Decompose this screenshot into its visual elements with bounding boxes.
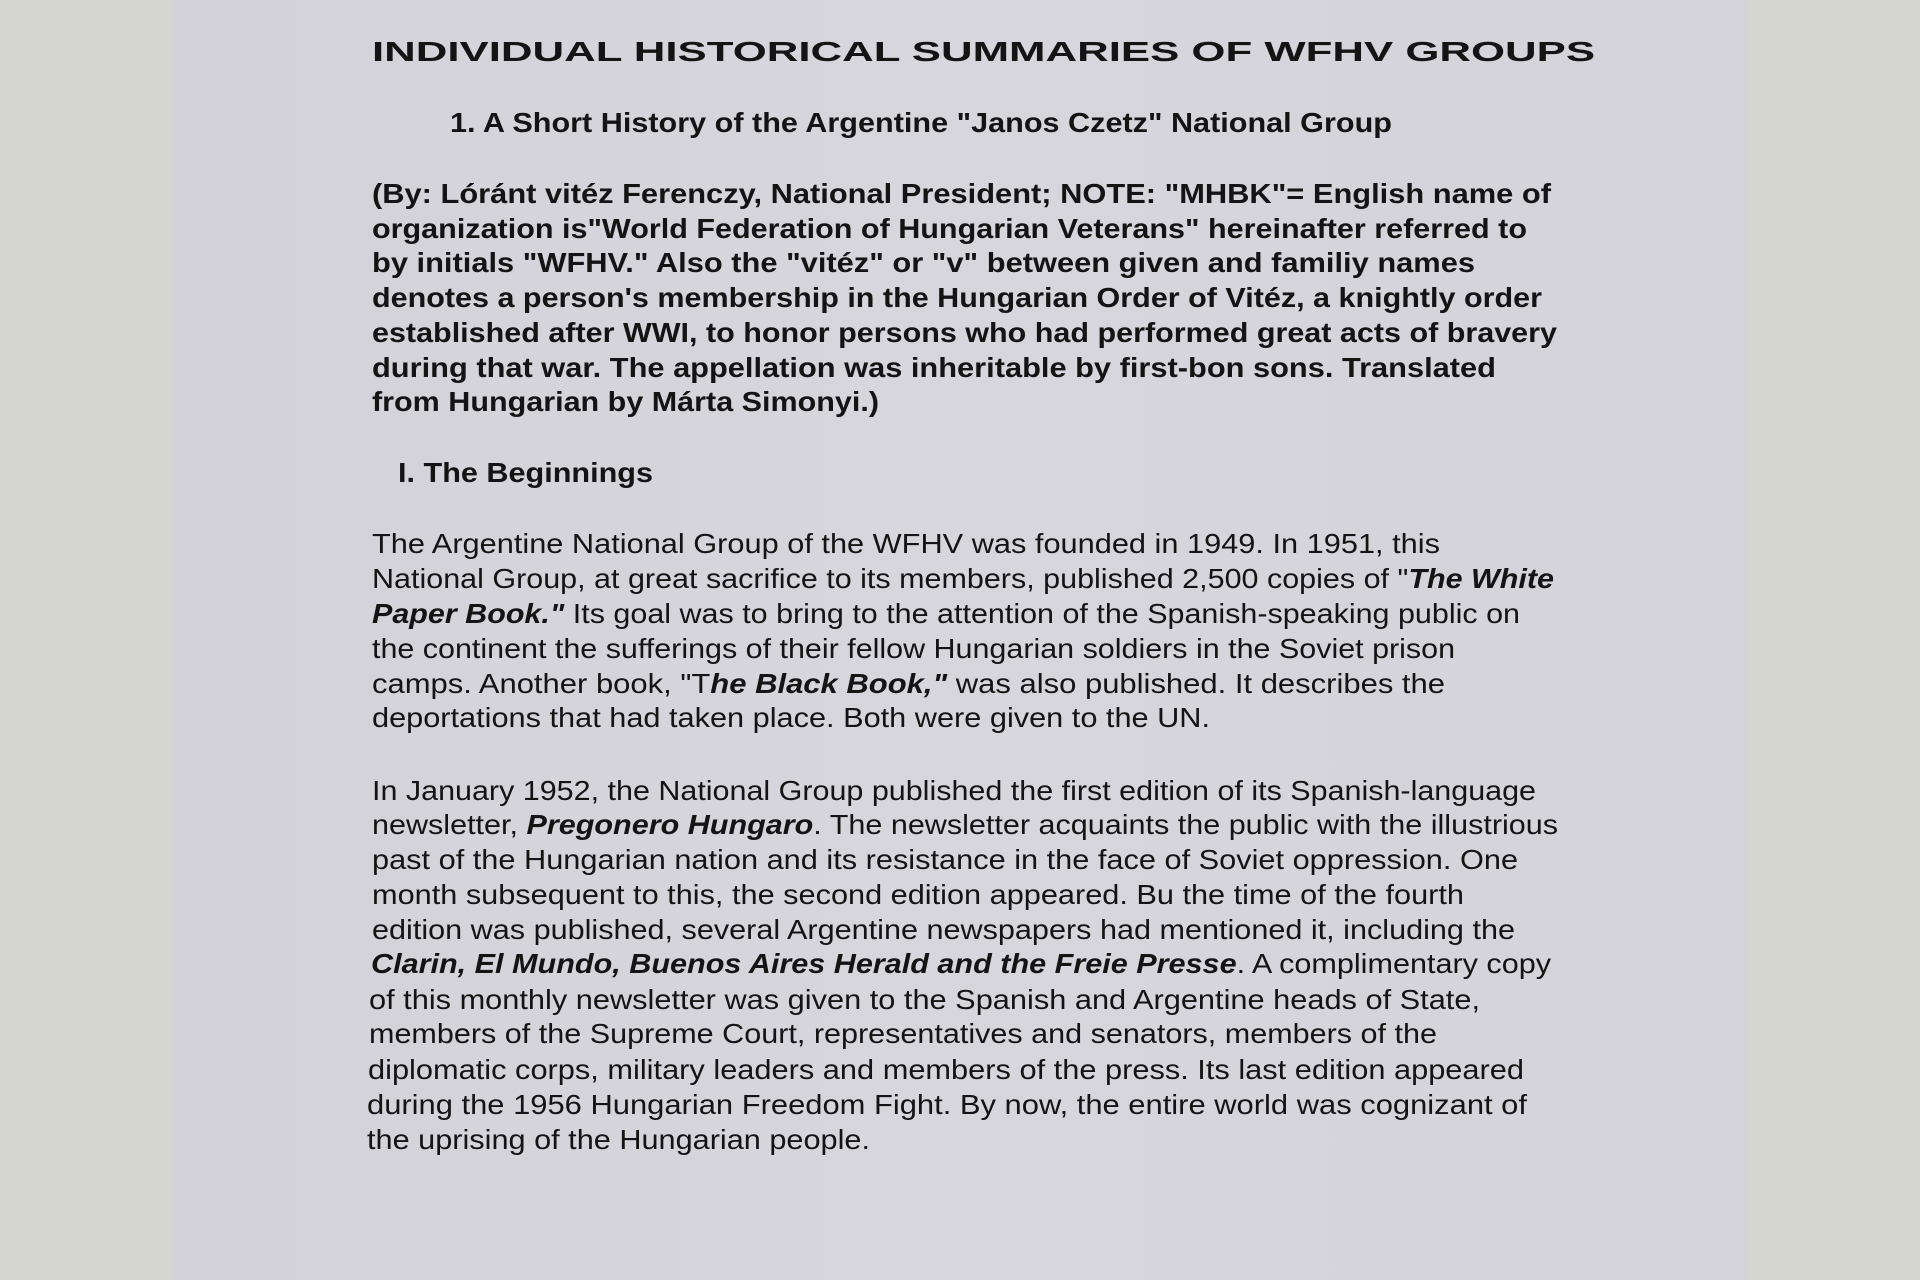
paragraph-line: diplomatic corps, military leaders and members of the press. Its last edition appeared: [368, 1054, 1525, 1085]
text-run: camps. Another book, "T: [372, 668, 711, 699]
paragraph-line: deportations that had taken place. Both were given to the UN.: [372, 702, 1211, 733]
paragraph-line: of this monthly newsletter was given to the Spanish and Argentine heads of State,: [369, 984, 1480, 1015]
paragraph-line: members of the Supreme Court, representatives and senators, members of the: [369, 1018, 1437, 1049]
text-run: . A complimentary copy: [1236, 948, 1552, 979]
paragraph-line: The Argentine National Group of the WFHV was founded in 1949. In 1951, this: [372, 528, 1440, 559]
text-run: newsletter,: [372, 809, 527, 840]
text-run: was also published. It describes the: [947, 668, 1446, 699]
paragraph-line: In January 1952, the National Group published the first edition of its Spanish-language: [372, 775, 1536, 806]
section-heading-beginnings: I. The Beginnings: [398, 457, 653, 488]
paragraph-line: edition was published, several Argentine newspapers had mentioned it, including the: [372, 914, 1515, 945]
book-title-white-paper: Paper Book.": [372, 598, 565, 629]
text-run: Its goal was to bring to the attention of the Spanish-speaking public on: [564, 598, 1520, 629]
byline-line: by initials "WFHV." Also the "vitéz" or "v" between given and familiy names: [372, 247, 1476, 278]
byline-line: (By: Lóránt vitéz Ferenczy, National President; NOTE: "MHBK"= English name of: [372, 178, 1552, 209]
paragraph-line: month subsequent to this, the second edition appeared. Bu the time of the fourth: [372, 879, 1464, 910]
text-run: . The newsletter acquaints the public with the illustrious: [813, 809, 1559, 840]
paragraph-line: [371, 948, 1551, 980]
byline-line: during that war. The appellation was inheritable by first-bon sons. Translated: [372, 352, 1496, 383]
byline-line: from Hungarian by Márta Simonyi.): [372, 386, 879, 417]
book-title-white-paper: The White: [1408, 563, 1555, 594]
section-subheading: 1. A Short History of the Argentine "Janos Czetz" National Group: [450, 107, 1392, 138]
byline-line: organization is"World Federation of Hungarian Veterans" hereinafter referred to: [372, 213, 1527, 244]
paragraph-line: [372, 563, 1554, 595]
paragraph-line: [372, 809, 1558, 841]
newspaper-names: Clarin, El Mundo, Buenos Aires Herald and the Freie Presse: [371, 948, 1237, 979]
paragraph-line: the uprising of the Hungarian people.: [367, 1124, 870, 1155]
byline-line: denotes a person's membership in the Hungarian Order of Vitéz, a knightly order: [372, 282, 1542, 313]
newsletter-title: Pregonero Hungaro: [526, 809, 814, 840]
paragraph-line: the continent the sufferings of their fellow Hungarian soldiers in the Soviet prison: [372, 633, 1456, 664]
document-title: INDIVIDUAL HISTORICAL SUMMARIES OF WFHV GROUPS: [372, 36, 1596, 67]
paragraph-line: during the 1956 Hungarian Freedom Fight. By now, the entire world was cognizant of: [367, 1089, 1527, 1120]
text-run: National Group, at great sacrifice to its members, published 2,500 copies of ": [372, 563, 1409, 594]
byline-line: established after WWI, to honor persons who had performed great acts of bravery: [372, 317, 1557, 348]
book-title-black-book: he Black Book,": [710, 668, 948, 699]
paragraph-line: [372, 598, 1520, 630]
paragraph-line: past of the Hungarian nation and its resistance in the face of Soviet oppression. One: [372, 844, 1519, 875]
paragraph-line: [372, 668, 1445, 700]
